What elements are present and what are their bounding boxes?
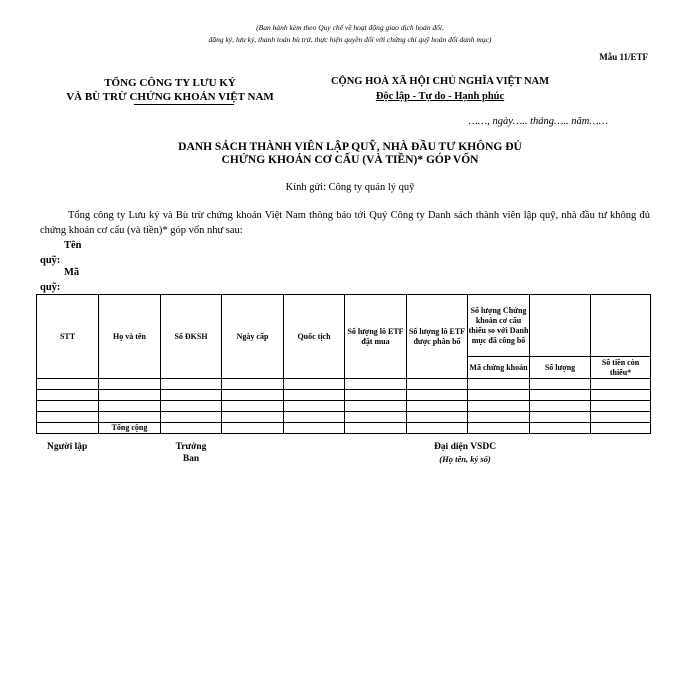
signature-representative-note: (Họ tên, ký số) <box>439 454 491 464</box>
national-title: CỘNG HOÀ XÃ HỘI CHỦ NGHĨA VIỆT NAM <box>330 76 550 87</box>
signature-head <box>166 441 216 465</box>
header-etf-allocated: Số lượng lô ETF được phân bổ <box>407 295 468 379</box>
document-title-line1: DANH SÁCH THÀNH VIÊN LẬP QUỸ, NHÀ ĐẦU TƯ KHÔNG ĐỦ <box>178 141 522 153</box>
member-table <box>36 294 651 434</box>
header-stt: STT <box>37 295 99 379</box>
intro-paragraph: Tổng công ty Lưu ký và Bù trừ chứng khoán Việt Nam thông báo tới Quý Công ty Danh sách thành viên lập quỹ, nhà đầu tư không đủ chứng khoán cơ cấu (và tiền)* góp vốn như sau: <box>40 210 650 236</box>
document-title <box>0 141 700 167</box>
header-name: Họ và tên <box>99 295 161 379</box>
signature-maker: Người lập <box>47 442 88 452</box>
fund-code-label-2: quỹ: <box>40 282 61 293</box>
greeting: Kính gửi: Công ty quản lý quỹ <box>285 182 415 193</box>
organization-underline <box>134 104 234 105</box>
header-etf-ordered: Số lượng lô ETF đặt mua <box>345 295 407 379</box>
regulation-note-line1: (Ban hành kèm theo Quy chế về hoạt động giao dịch hoán đổi, <box>256 23 444 32</box>
signature-representative <box>400 441 530 465</box>
organization-name <box>40 76 300 104</box>
date-line: ……, ngày….. tháng….. năm…… <box>468 116 608 127</box>
header-blank <box>530 295 591 357</box>
fund-name-label-1: Tên <box>64 240 82 251</box>
header-security-code: Mã chứng khoán <box>468 357 530 379</box>
header-issue-date: Ngày cấp <box>222 295 284 379</box>
header-dksh: Số ĐKSH <box>161 295 222 379</box>
fund-name-label-2: quỹ: <box>40 255 61 266</box>
fund-code-label-1: Mã <box>64 267 80 278</box>
document-title-line2: CHỨNG KHOÁN CƠ CẤU (VÀ TIỀN)* GÓP VỐN <box>221 154 479 166</box>
signature-head-line2: Ban <box>182 454 200 464</box>
header-quantity: Số lượng <box>530 357 591 379</box>
table-row <box>37 412 651 423</box>
header-shortfall: Số lượng Chứng khoán cơ cấu thiếu so với Danh mục đã công bố <box>468 295 530 357</box>
total-label: Tổng cộng <box>99 423 161 434</box>
header-blank <box>591 295 651 357</box>
signature-head-line1: Trưởng <box>175 442 207 452</box>
form-code: Mẫu 11/ETF <box>599 52 648 62</box>
organization-line1: TỔNG CÔNG TY LƯU KÝ <box>104 77 236 89</box>
table-row <box>37 390 651 401</box>
signature-representative-title: Đại diện VSDC <box>433 442 497 452</box>
total-row <box>37 423 651 434</box>
organization-line2: VÀ BÙ TRỪ CHỨNG KHOÁN VIỆT NAM <box>66 91 274 103</box>
regulation-note-line2: đăng ký, lưu ký, thanh toán bù trừ, thực hiện quyền đối với chứng chỉ quỹ hoán đổi danh mục) <box>208 35 492 44</box>
table-row <box>37 401 651 412</box>
header-nationality: Quốc tịch <box>284 295 345 379</box>
table-row <box>37 379 651 390</box>
regulation-note <box>0 22 700 46</box>
national-motto: Độc lập - Tự do - Hạnh phúc <box>375 91 505 102</box>
national-header <box>300 74 580 104</box>
header-cash-short: Số tiền còn thiếu* <box>591 357 651 379</box>
